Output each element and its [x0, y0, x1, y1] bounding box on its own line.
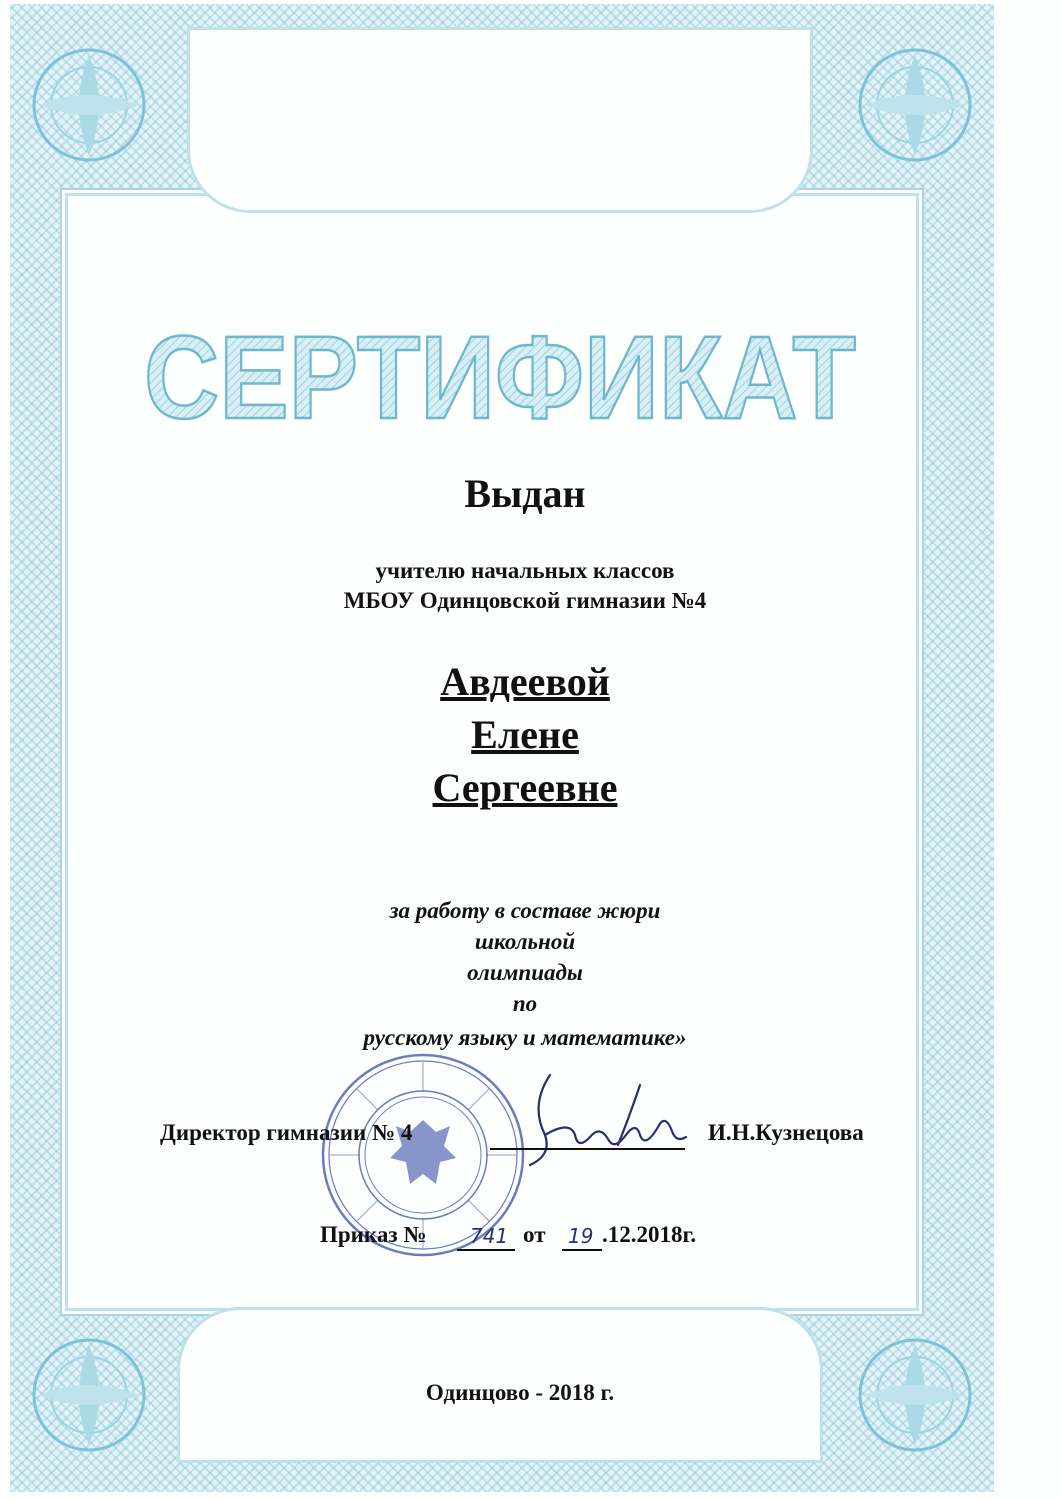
place-and-year: Одинцово - 2018 г. — [425, 1380, 615, 1405]
signatory-role: Директор гимназии № 4 — [160, 1120, 413, 1145]
certificate-title-text: СЕРТИФИКАТ — [144, 312, 856, 444]
order-row — [320, 1222, 800, 1262]
signatory-name: И.Н.Кузнецова — [708, 1120, 864, 1145]
reason-line: по — [512, 991, 538, 1016]
recipient-patronymic: Сергеевне — [432, 765, 618, 810]
signatory-row — [160, 1120, 900, 1160]
reason-line: русскому языку и математике» — [363, 1025, 687, 1050]
order-number: 741 — [470, 1224, 509, 1248]
reason-line: за работу в составе жюри — [389, 898, 661, 923]
recipient-role-line: учителю начальных классов — [375, 558, 675, 583]
order-prefix: Приказ № — [320, 1222, 427, 1247]
order-date-rest: .12.2018г. — [602, 1222, 697, 1247]
signature-line — [490, 1148, 685, 1150]
order-day: 19 — [568, 1224, 594, 1248]
recipient-first-name: Елене — [471, 712, 579, 757]
recipient-surname: Авдеевой — [440, 659, 610, 704]
reason-line: олимпиады — [467, 960, 583, 985]
order-day-line — [562, 1249, 602, 1251]
order-from-label: от — [523, 1222, 546, 1247]
reason-line: школьной — [474, 929, 576, 954]
issued-label: Выдан — [464, 471, 586, 516]
order-number-line — [457, 1249, 515, 1251]
recipient-school-line: МБОУ Одинцовской гимназии №4 — [343, 588, 707, 613]
certificate-title — [130, 312, 870, 444]
